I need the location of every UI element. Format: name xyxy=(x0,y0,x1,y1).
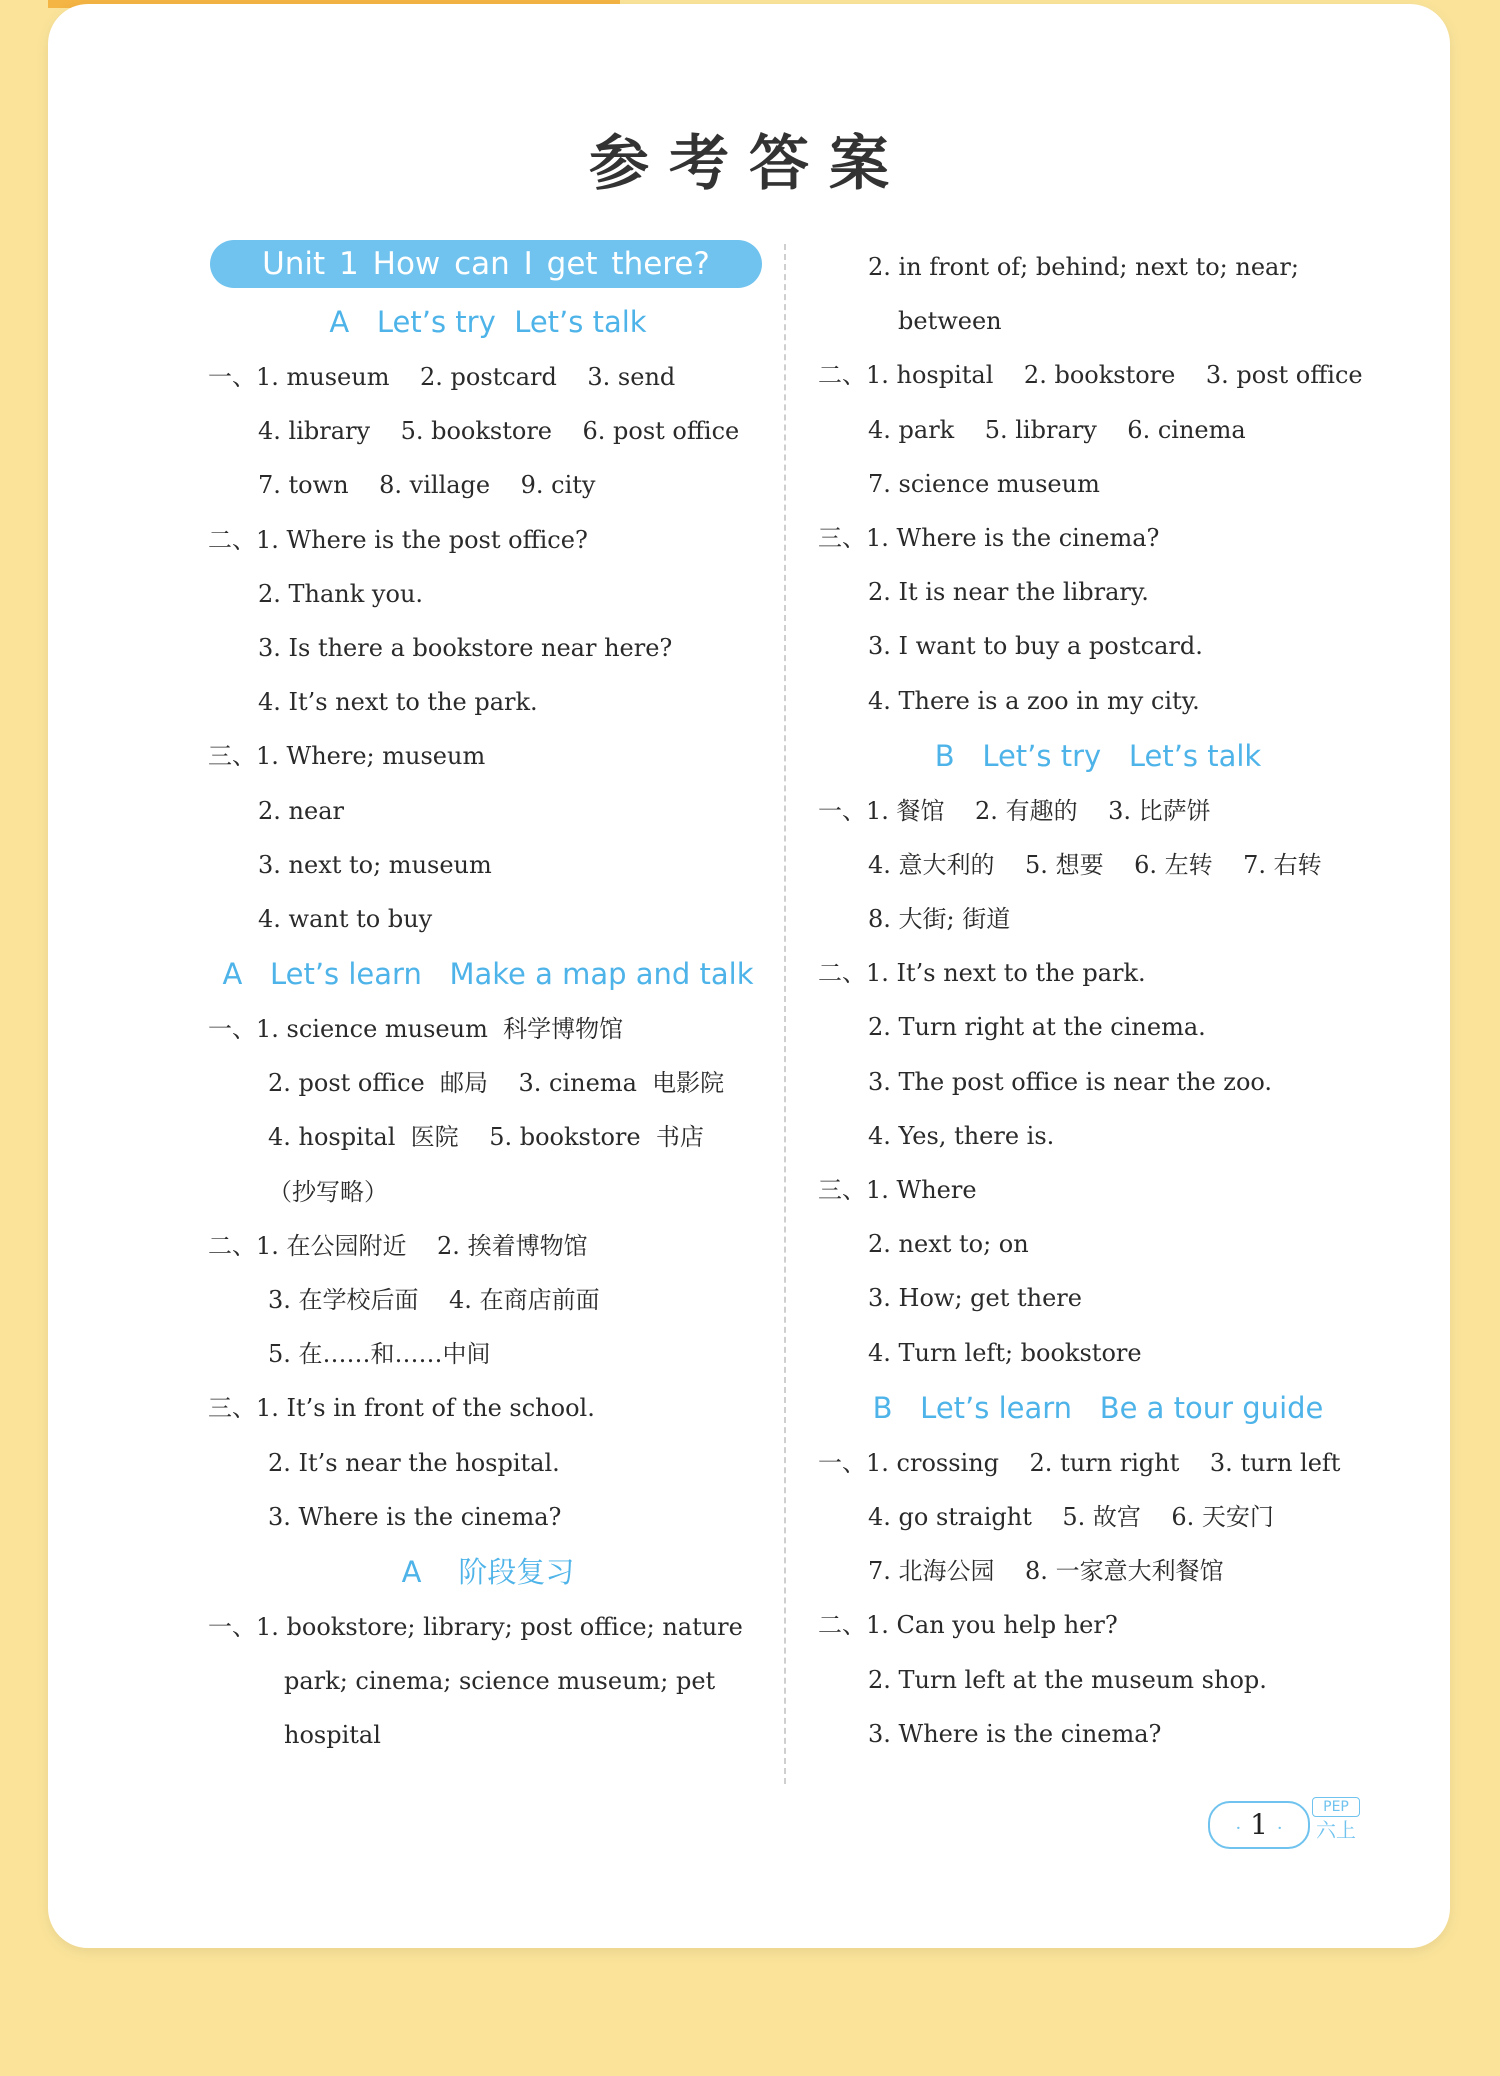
answer-line xyxy=(818,1000,1378,1054)
answer-line xyxy=(818,1271,1378,1325)
answer-line xyxy=(208,513,768,567)
answer-text: 4. Yes, there is. xyxy=(868,1121,1055,1150)
answer-line xyxy=(208,1056,768,1110)
answer-text: 7. science museum xyxy=(868,469,1100,498)
answer-line xyxy=(818,1436,1378,1490)
question-number: 二、 xyxy=(208,525,256,554)
answer-text: 3. I want to buy a postcard. xyxy=(868,632,1203,661)
answer-line xyxy=(208,621,768,675)
answer-text: 2. next to; on xyxy=(868,1230,1029,1259)
answer-line xyxy=(208,1436,768,1490)
answer-line xyxy=(208,1219,768,1273)
answer-text: 3. 在学校后面 4. 在商店前面 xyxy=(268,1286,600,1314)
answer-line xyxy=(208,1708,768,1762)
answer-line xyxy=(818,240,1378,294)
answer-text: 1. Where xyxy=(866,1176,977,1204)
question-number: 三、 xyxy=(208,1394,256,1423)
section-heading: B Let’s try Let’s talk xyxy=(934,738,1262,773)
answer-text: 1. science museum 科学博物馆 xyxy=(256,1015,624,1044)
page-title: 参考答案 xyxy=(589,129,909,199)
answer-line xyxy=(818,457,1378,511)
answer-text: 7. 北海公园 8. 一家意大利餐馆 xyxy=(868,1557,1224,1586)
edition-label: PEP xyxy=(1312,1797,1360,1817)
answer-line xyxy=(208,892,768,946)
answer-line xyxy=(208,1600,768,1654)
answer-text: 4. 意大利的 5. 想要 6. 左转 7. 右转 xyxy=(868,850,1322,879)
question-number: 三、 xyxy=(208,742,256,771)
answer-text: 5. 在……和……中间 xyxy=(268,1340,491,1369)
section-heading: A Let’s try Let’s talk xyxy=(329,305,647,339)
answer-line xyxy=(818,619,1378,673)
answer-text: 4. hospital 医院 5. bookstore 书店 xyxy=(268,1123,704,1152)
question-number: 三、 xyxy=(818,1176,866,1204)
answer-text: 2. It’s near the hospital. xyxy=(268,1448,560,1477)
answer-line xyxy=(818,838,1378,892)
answer-line xyxy=(818,1544,1378,1598)
dot-icon: · xyxy=(1276,1818,1283,1839)
answer-text: 4. want to buy xyxy=(258,904,433,933)
answer-text: 2. Turn right at the cinema. xyxy=(868,1013,1206,1042)
answer-text: 2. It is near the library. xyxy=(868,578,1149,607)
answer-line xyxy=(818,403,1378,457)
answer-text: 3. Is there a bookstore near here? xyxy=(258,633,673,662)
answer-line xyxy=(208,567,768,621)
answer-line xyxy=(818,784,1378,838)
answer-text: 1. museum 2. postcard 3. send xyxy=(256,363,676,391)
answer-line xyxy=(818,1653,1378,1707)
question-number: 一、 xyxy=(208,363,256,391)
answer-text: hospital xyxy=(284,1721,381,1750)
section-heading: A 阶段复习 xyxy=(401,1554,575,1589)
answer-text: 4. Turn left; bookstore xyxy=(868,1338,1142,1367)
question-number: 二、 xyxy=(818,361,866,390)
answer-text: 1. crossing 2. turn right 3. turn left xyxy=(866,1448,1341,1477)
answer-line xyxy=(208,1327,768,1381)
answer-line xyxy=(208,729,768,783)
answer-line xyxy=(818,1707,1378,1761)
answer-text: 1. 在公园附近 2. 挨着博物馆 xyxy=(256,1231,588,1260)
answer-line xyxy=(818,1598,1378,1652)
answer-line xyxy=(818,1055,1378,1109)
answer-line xyxy=(818,1109,1378,1163)
answer-text: 2. in front of; behind; next to; near; xyxy=(868,253,1299,281)
answer-line xyxy=(818,348,1378,402)
answer-text: 1. Can you help her? xyxy=(866,1611,1118,1640)
answer-text: 3. Where is the cinema? xyxy=(268,1502,562,1531)
right-column xyxy=(818,240,1378,1761)
column-divider xyxy=(784,244,786,1784)
answer-line xyxy=(208,1110,768,1164)
answer-text: 1. bookstore; library; post office; nature xyxy=(256,1612,743,1641)
answer-text: 4. park 5. library 6. cinema xyxy=(868,415,1246,444)
unit-banner: Unit 1 How can I get there? xyxy=(210,240,762,288)
answer-line xyxy=(818,674,1378,728)
answer-text: 8. 大街; 街道 xyxy=(868,905,1011,934)
answer-text: 2. Turn left at the museum shop. xyxy=(868,1665,1267,1694)
answer-line xyxy=(818,511,1378,565)
answer-text: 1. hospital 2. bookstore 3. post office xyxy=(866,361,1363,390)
answer-line xyxy=(818,1326,1378,1380)
answer-line xyxy=(208,458,768,512)
answer-text: 4. There is a zoo in my city. xyxy=(868,686,1200,715)
answer-text: 3. Where is the cinema? xyxy=(868,1719,1162,1748)
answer-line xyxy=(818,946,1378,1000)
answer-line xyxy=(208,1165,768,1219)
dot-icon: · xyxy=(1235,1818,1242,1839)
question-number: 二、 xyxy=(818,959,866,988)
edition-badge xyxy=(1312,1797,1360,1843)
answer-line xyxy=(208,404,768,458)
section-heading: A Let’s learn Make a map and talk xyxy=(222,957,754,992)
answer-line xyxy=(818,1490,1378,1544)
answer-line xyxy=(208,675,768,729)
answer-text: 1. Where is the cinema? xyxy=(866,523,1160,552)
question-number: 三、 xyxy=(818,523,866,552)
answer-text: 4. library 5. bookstore 6. post office xyxy=(258,417,740,446)
answer-text: 1. It’s next to the park. xyxy=(866,959,1146,988)
answer-line xyxy=(208,1273,768,1327)
page-number: 1 xyxy=(1250,1808,1268,1841)
answer-text: 3. The post office is near the zoo. xyxy=(868,1067,1273,1096)
question-number: 一、 xyxy=(818,796,866,825)
left-column xyxy=(208,240,768,1763)
section-heading: B Let’s learn Be a tour guide xyxy=(872,1390,1324,1425)
answer-line xyxy=(818,294,1378,348)
answer-text: between xyxy=(898,307,1002,336)
question-number: 一、 xyxy=(208,1612,256,1641)
question-number: 二、 xyxy=(818,1611,866,1640)
page-number-badge xyxy=(1208,1801,1310,1849)
answer-line xyxy=(208,1654,768,1708)
answer-line xyxy=(818,1217,1378,1271)
answer-line xyxy=(208,1381,768,1435)
question-number: 一、 xyxy=(818,1448,866,1477)
answer-text: 4. It’s next to the park. xyxy=(258,688,538,717)
answer-line xyxy=(208,838,768,892)
answer-text: 2. near xyxy=(258,796,344,825)
question-number: 一、 xyxy=(208,1015,256,1044)
answer-text: 1. 餐馆 2. 有趣的 3. 比萨饼 xyxy=(866,796,1211,825)
answer-line xyxy=(208,1002,768,1056)
answer-text: 1. It’s in front of the school. xyxy=(256,1394,595,1423)
answer-text: 3. How; get there xyxy=(868,1284,1082,1313)
answer-text: （抄写略） xyxy=(268,1177,388,1206)
answer-text: 7. town 8. village 9. city xyxy=(258,471,596,500)
answer-text: park; cinema; science museum; pet xyxy=(284,1667,716,1696)
answer-text: 4. go straight 5. 故宫 6. 天安门 xyxy=(868,1502,1274,1531)
grade-label: 六上 xyxy=(1316,1818,1356,1842)
answer-text: 2. Thank you. xyxy=(258,579,424,608)
answer-line xyxy=(818,892,1378,946)
answer-text: 3. next to; museum xyxy=(258,850,492,879)
answer-page xyxy=(48,4,1450,1948)
answer-line xyxy=(818,565,1378,619)
answer-text: 1. Where; museum xyxy=(256,742,486,771)
answer-text: 1. Where is the post office? xyxy=(256,525,588,554)
answer-line xyxy=(208,350,768,404)
question-number: 二、 xyxy=(208,1231,256,1260)
answer-line xyxy=(208,784,768,838)
answer-line xyxy=(208,1490,768,1544)
answer-text: 2. post office 邮局 3. cinema 电影院 xyxy=(268,1069,725,1098)
answer-line xyxy=(818,1163,1378,1217)
